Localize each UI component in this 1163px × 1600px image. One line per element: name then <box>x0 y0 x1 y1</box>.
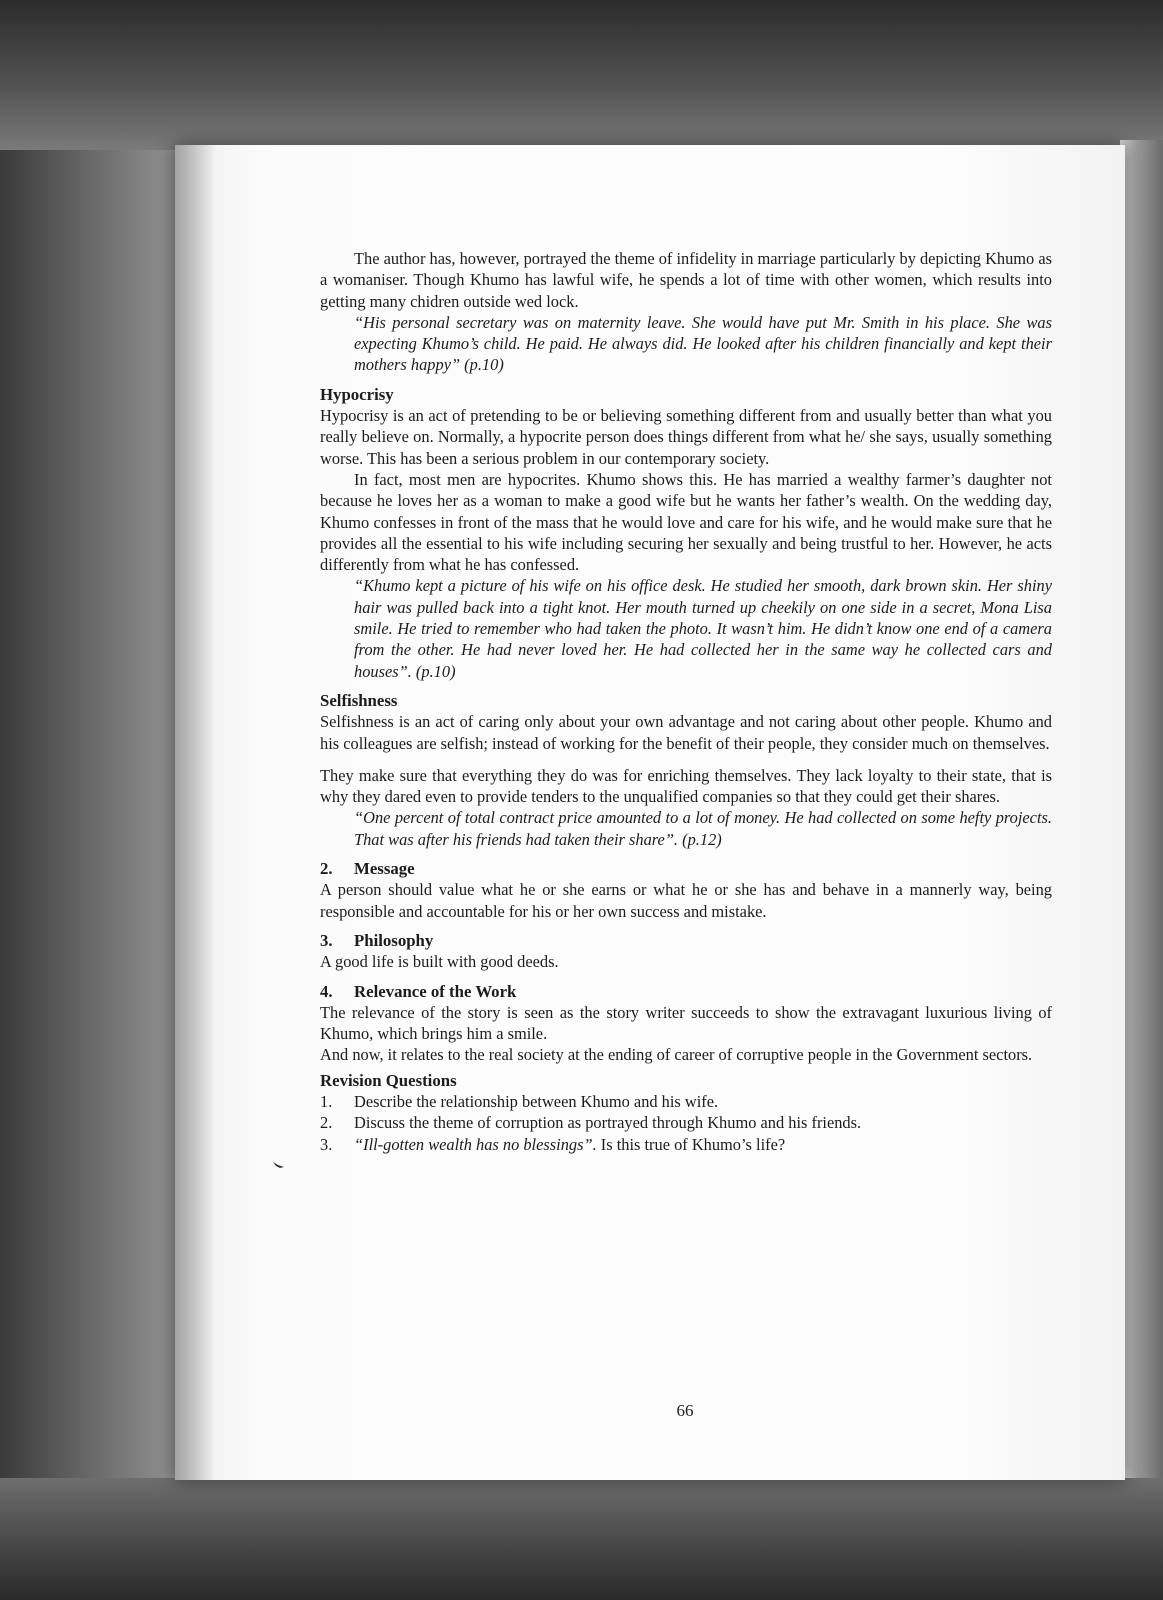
relevance-title: Relevance of the Work <box>354 981 517 1001</box>
list-item-text <box>354 1134 785 1155</box>
revision-heading: Revision Questions <box>320 1070 457 1090</box>
scan-border-bottom <box>0 1478 1163 1600</box>
message-number: 2. <box>320 859 333 879</box>
list-item-number: 1. <box>320 1091 333 1111</box>
message-text: A person should value what he or she earns or what he or she has and behave in a mannerly way, being responsible and accountable for his or her own success and mistake. <box>320 880 1052 921</box>
hypocrisy-paragraph: In fact, most men are hypocrites. Khumo shows this. He has married a wealthy farmer’s daughter not because he loves her as a woman to make a good wife but he wants her father’s wealth. On the wedding day, Khumo confesses in front of the mass that he would love and care for his wife, and he would make sure that he provides all the essential to his wife including securing her sexually and being trustful to her. However, he acts differently from what he has confessed. <box>320 469 1052 575</box>
list-item <box>320 1134 1052 1155</box>
scan-border-top <box>0 0 1163 150</box>
list-item-question: Is this true of Khumo’s life? <box>596 1134 786 1154</box>
scan-border-right <box>1120 140 1163 1485</box>
page-content <box>320 248 1052 1155</box>
intro-quote: “His personal secretary was on maternity leave. She would have put Mr. Smith in his place. She was expecting Khumo’s child. He paid. He always did. He looked after his children financially and kept their mothers happy” (p.10) <box>354 312 1052 375</box>
list-item-number: 3. <box>320 1134 333 1154</box>
selfishness-quote: “One percent of total contract price amounted to a lot of money. He had collected on some hefty projects. That was after his friends had taken their share”. (p.12) <box>354 808 1052 849</box>
list-item-text: Describe the relationship between Khumo and his wife. <box>354 1091 719 1111</box>
relevance-text-1: The relevance of the story is seen as the story writer succeeds to show the extravagant luxurious living of Khumo, which brings him a smile. <box>320 1002 1052 1044</box>
intro-paragraph: The author has, however, portrayed the theme of infidelity in marriage particularly by depicting Khumo as a womaniser. Though Khumo has lawful wife, he spends a lot of time with other women, which results into getting many chidren outside wed lock. <box>320 249 1052 311</box>
relevance-number: 4. <box>320 981 333 1001</box>
message-heading <box>320 858 1052 879</box>
revision-list <box>320 1091 1052 1155</box>
page-number: 66 <box>676 1401 694 1420</box>
message-title: Message <box>354 859 415 879</box>
relevance-text-2: And now, it relates to the real society at the ending of career of corruptive people in the Government sectors. <box>320 1045 1033 1065</box>
ink-speck-mark <box>272 1160 286 1170</box>
philosophy-number: 3. <box>320 930 333 950</box>
list-item <box>320 1112 1052 1133</box>
relevance-heading <box>320 981 1052 1002</box>
selfishness-definition: Selfishness is an act of caring only about your own advantage and not caring about other people. Khumo and his colleagues are selfish; instead of working for the benefit of their people, they consider much on themselves. <box>320 712 1052 753</box>
philosophy-text: A good life is built with good deeds. <box>320 952 559 972</box>
page-binding-shadow <box>175 145 217 1480</box>
philosophy-heading <box>320 930 1052 951</box>
hypocrisy-definition: Hypocrisy is an act of pretending to be or believing something different from and usually better than what you really believe on. Normally, a hypocrite person does things different from what he/ she says, usually something worse. This has been a serious problem in our contemporary society. <box>320 406 1052 468</box>
paragraph-gap <box>320 754 1052 765</box>
selfishness-paragraph: They make sure that everything they do was for enriching themselves. They lack loyalty to their state, that is why they dared even to provide tenders to the unqualified companies so that they could get their shares. <box>320 765 1052 807</box>
selfishness-heading: Selfishness <box>320 690 398 710</box>
list-item <box>320 1091 1052 1112</box>
hypocrisy-quote: “Khumo kept a picture of his wife on his office desk. He studied her smooth, dark brown skin. Her shiny hair was pulled back into a tight knot. Her mouth turned up cheekily on one side in a secret, Mona Lisa smile. He tried to remember who had taken the photo. It wasn’t him. He didn’t know one end of a camera from the other. He had never loved her. He had collected her in the same way he collected cars and houses”. (p.10) <box>354 576 1052 681</box>
hypocrisy-heading: Hypocrisy <box>320 384 394 404</box>
list-item-quote: “Ill-gotten wealth has no blessings”. <box>354 1134 597 1154</box>
list-item-number: 2. <box>320 1113 333 1133</box>
philosophy-title: Philosophy <box>354 930 434 950</box>
list-item-text: Discuss the theme of corruption as portrayed through Khumo and his friends. <box>354 1113 862 1133</box>
